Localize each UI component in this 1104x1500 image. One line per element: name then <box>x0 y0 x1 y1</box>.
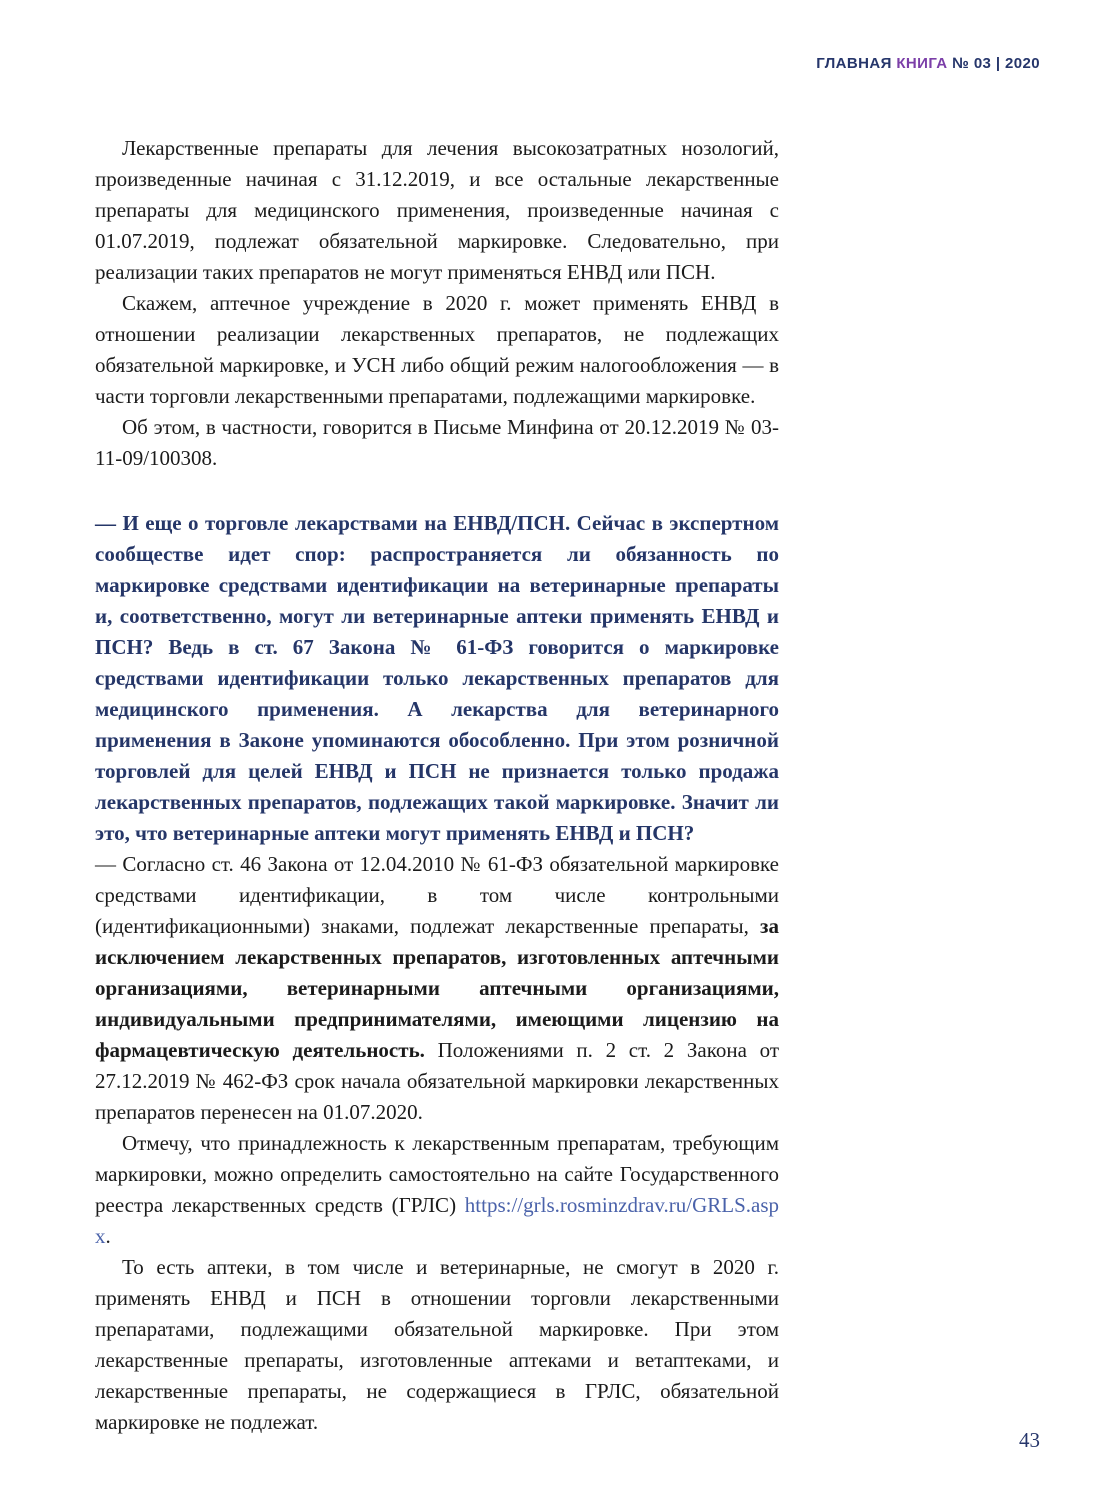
running-head <box>816 55 1040 72</box>
paragraph-intro: Лекарственные препараты для лечения высокозатратных нозологий, произведенные начиная с 31.12.2019, и все остальные лекарственные препараты для медицинского применения, произведенные начиная с 01.07.2019, подлежат обязательной маркировке. Следовательно, при реализации таких препаратов не могут применяться ЕНВД или ПСН. <box>95 136 779 284</box>
grls-note-text: Отмечу, что принадлежность к лекарственным препаратам, требующим маркировки, можно определить самостоятельно на сайте Государственного реестра лекарственных средств (ГРЛС) <box>95 1131 779 1217</box>
answer-text-end: Положениями п. 2 ст. 2 Закона от 27.12.2019 № 462-ФЗ срок начала обязательной маркировки лекарственных препаратов перенесен на 01.07.2020. <box>95 1038 779 1124</box>
paragraph-conclusion: То есть аптеки, в том числе и ветеринарные, не смогут в 2020 г. применять ЕНВД и ПСН в отношении торговли лекарственными препаратами, подлежащими обязательной маркировке. При этом лекарственные препараты, изготовленные аптеками и ветаптеками, и лекарственные препараты, не содержащиеся в ГРЛС, обязательной маркировке не подлежат. <box>95 1255 779 1434</box>
grls-note-period: . <box>105 1224 111 1248</box>
grls-link[interactable]: https://grls.rosminzdrav.ru/GRLS.aspx <box>95 1193 779 1248</box>
page-number: 43 <box>1019 1428 1040 1452</box>
issue-number: № 03 | 2020 <box>952 55 1040 72</box>
answer-text-start: — Согласно ст. 46 Закона от 12.04.2010 № 61-ФЗ обязательной маркировке средствами идентификации, в том числе контрольными (идентификационными) знаками, подлежат лекарственные препараты, <box>95 852 779 938</box>
paragraph-example: Скажем, аптечное учреждение в 2020 г. может применять ЕНВД в отношении реализации лекарственных препаратов, не подлежащих обязательной маркировке, и УСН либо общий режим налогообложения — в части торговли лекарственными препаратами, подлежащими маркировке. <box>95 291 779 408</box>
brand-primary: ГЛАВНАЯ <box>816 55 892 72</box>
interview-question: — И еще о торговле лекарствами на ЕНВД/ПСН. Сейчас в экспертном сообществе идет спор: распространяется ли обязанность по маркировке средствами идентификации на ветеринарные препараты и, соответственно, могут ли ветеринарные аптеки применять ЕНВД и ПСН? Ведь в ст. 67 Закона № 61-ФЗ говорится о маркировке средствами идентификации только лекарственных препаратов для медицинского применения. А лекарства для ветеринарного применения в Законе упоминаются обособленно. При этом розничной торговлей для целей ЕНВД и ПСН не признается только продажа лекарственных препаратов, подлежащих такой маркировке. Значит ли это, что ветеринарные аптеки могут применять ЕНВД и ПСН? <box>95 511 779 845</box>
interview-answer <box>95 849 779 1128</box>
paragraph-grls <box>95 1128 779 1252</box>
paragraph-minfin-letter: Об этом, в частности, говорится в Письме Минфина от 20.12.2019 № 03-11-09/100308. <box>95 415 779 470</box>
article-body <box>95 133 779 1438</box>
brand-secondary: КНИГА <box>896 55 948 72</box>
answer-exception-bold: за исключением лекарственных препаратов, изготовленных аптечными организациями, ветеринарными аптечными организациями, индивидуальными предпринимателями, имеющими лицензию на фармацевтическую деятельность. <box>95 914 779 1062</box>
